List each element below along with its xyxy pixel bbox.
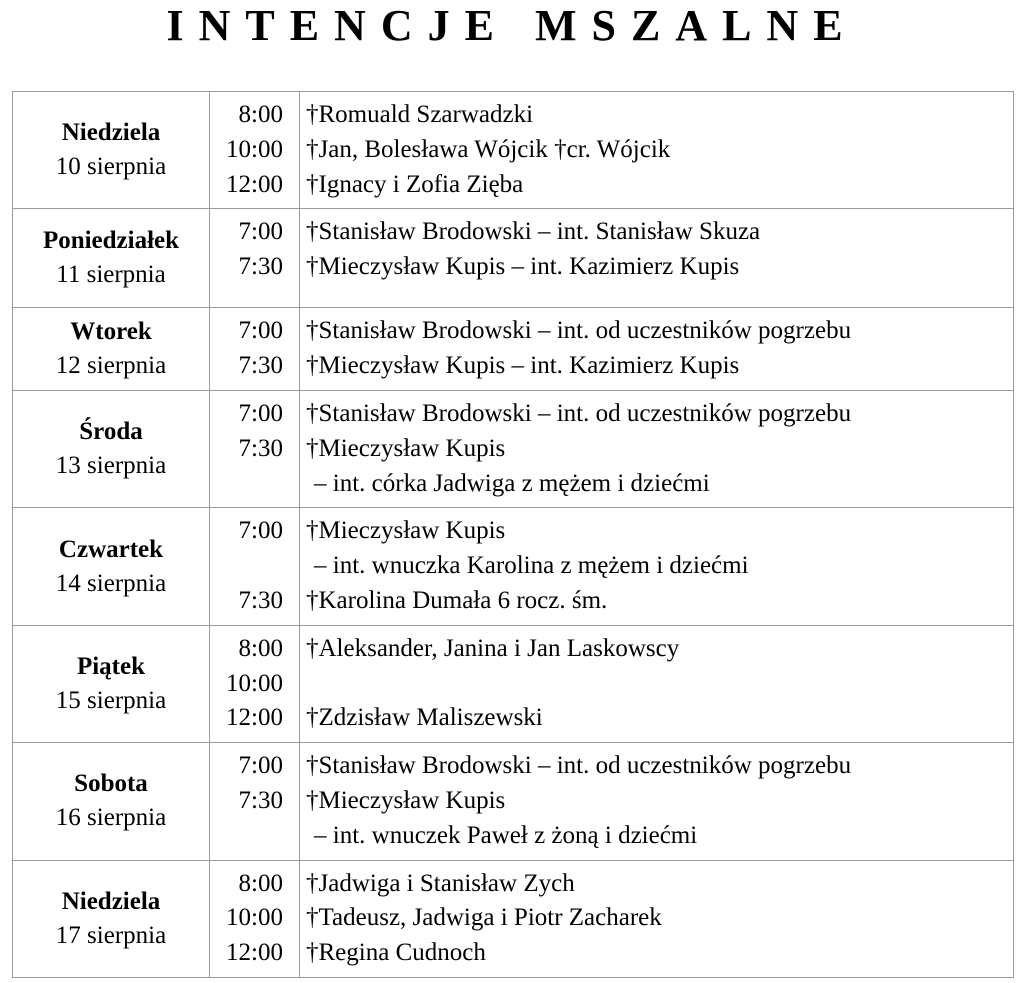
intention-cell <box>300 209 1014 308</box>
intention-line: – int. córka Jadwiga z mężem i dziećmi <box>314 469 710 497</box>
day-name: Poniedziałek <box>42 227 180 255</box>
day-cell <box>13 508 210 625</box>
table-row <box>13 743 1014 860</box>
intention-line: †Zdzisław Maliszewski <box>306 704 543 732</box>
mass-time: 10:00 <box>226 904 283 932</box>
intention-line <box>306 667 1013 702</box>
day-cell <box>13 390 210 507</box>
mass-time <box>210 549 283 584</box>
mass-time: 10:00 <box>226 669 283 697</box>
intention-line: †Regina Cudnoch <box>306 939 486 967</box>
time-cell <box>210 209 300 308</box>
mass-time: 8:00 <box>238 634 283 662</box>
time-cell <box>210 508 300 625</box>
intention-line: †Aleksander, Janina i Jan Laskowscy <box>306 634 680 662</box>
mass-time: 7:00 <box>238 399 283 427</box>
day-name: Niedziela <box>61 887 161 915</box>
time-cell <box>210 308 300 391</box>
table-row <box>13 390 1014 507</box>
day-cell <box>13 92 210 209</box>
table-row <box>13 860 1014 977</box>
day-date: 14 sierpnia <box>55 569 167 597</box>
mass-time: 7:00 <box>238 517 283 545</box>
table-row <box>13 92 1014 209</box>
mass-time: 12:00 <box>226 704 283 732</box>
mass-time: 7:30 <box>238 352 283 380</box>
mass-time: 7:30 <box>238 586 283 614</box>
day-name: Niedziela <box>61 119 161 147</box>
day-cell <box>13 308 210 391</box>
intention-cell <box>300 308 1014 391</box>
intention-line: – int. wnuczka Karolina z mężem i dziećmi <box>314 552 749 580</box>
day-cell <box>13 625 210 742</box>
table-row <box>13 625 1014 742</box>
day-date: 12 sierpnia <box>55 352 167 380</box>
intention-cell <box>300 743 1014 860</box>
mass-intentions-table <box>12 91 1014 978</box>
day-date: 11 sierpnia <box>56 261 166 289</box>
intention-line: †Jan, Bolesława Wójcik †cr. Wójcik <box>306 135 671 163</box>
intention-line: †Stanisław Brodowski – int. od uczestników pogrzebu <box>306 399 852 427</box>
mass-time <box>210 467 283 502</box>
intention-line: †Mieczysław Kupis <box>306 786 506 814</box>
intention-cell <box>300 92 1014 209</box>
mass-time: 7:30 <box>238 253 283 281</box>
mass-time: 7:00 <box>238 218 283 246</box>
day-name: Piątek <box>76 652 146 680</box>
intention-line: – int. wnuczek Paweł z żoną i dziećmi <box>314 821 698 849</box>
intention-line: †Jadwiga i Stanisław Zych <box>306 869 575 897</box>
table-row <box>13 508 1014 625</box>
page-title: INTENCJE MSZALNE <box>166 1 858 50</box>
day-name: Wtorek <box>70 318 152 346</box>
intention-line: †Stanisław Brodowski – int. od uczestników pogrzebu <box>306 752 852 780</box>
mass-time: 8:00 <box>238 869 283 897</box>
day-date: 16 sierpnia <box>55 804 167 832</box>
mass-time <box>210 819 283 854</box>
intention-line: †Tadeusz, Jadwiga i Piotr Zacharek <box>306 904 662 932</box>
day-date: 10 sierpnia <box>55 153 167 181</box>
intention-cell <box>300 390 1014 507</box>
mass-time: 12:00 <box>226 170 283 198</box>
mass-time: 7:00 <box>238 752 283 780</box>
mass-time: 7:30 <box>238 786 283 814</box>
intention-line: †Mieczysław Kupis <box>306 434 506 462</box>
day-date: 15 sierpnia <box>55 686 167 714</box>
day-name: Czwartek <box>58 535 164 563</box>
time-cell <box>210 390 300 507</box>
mass-time: 7:00 <box>238 317 283 345</box>
time-cell <box>210 625 300 742</box>
intention-line: †Ignacy i Zofia Zięba <box>306 170 524 198</box>
intention-line: †Mieczysław Kupis – int. Kazimierz Kupis <box>306 253 740 281</box>
intention-cell <box>300 860 1014 977</box>
day-cell <box>13 209 210 308</box>
intention-line: †Stanisław Brodowski – int. od uczestników pogrzebu <box>306 317 852 345</box>
day-date: 13 sierpnia <box>55 452 167 480</box>
mass-time: 12:00 <box>226 939 283 967</box>
intention-line: †Karolina Dumała 6 rocz. śm. <box>306 586 608 614</box>
mass-time: 7:30 <box>238 434 283 462</box>
time-cell <box>210 743 300 860</box>
mass-time: 8:00 <box>238 101 283 128</box>
time-cell <box>210 92 300 209</box>
table-row <box>13 308 1014 391</box>
day-name: Sobota <box>74 770 148 798</box>
day-name: Środa <box>79 418 143 446</box>
intention-cell <box>300 508 1014 625</box>
intention-line: †Mieczysław Kupis <box>306 517 506 545</box>
intention-line: †Mieczysław Kupis – int. Kazimierz Kupis <box>306 352 740 380</box>
table-row <box>13 209 1014 308</box>
time-cell <box>210 860 300 977</box>
day-cell <box>13 860 210 977</box>
mass-time: 10:00 <box>226 135 283 163</box>
intention-line: †Stanisław Brodowski – int. Stanisław Skuza <box>306 218 761 246</box>
day-cell <box>13 743 210 860</box>
intention-cell <box>300 625 1014 742</box>
intention-line: †Romuald Szarwadzki <box>306 101 534 128</box>
day-date: 17 sierpnia <box>55 921 167 949</box>
